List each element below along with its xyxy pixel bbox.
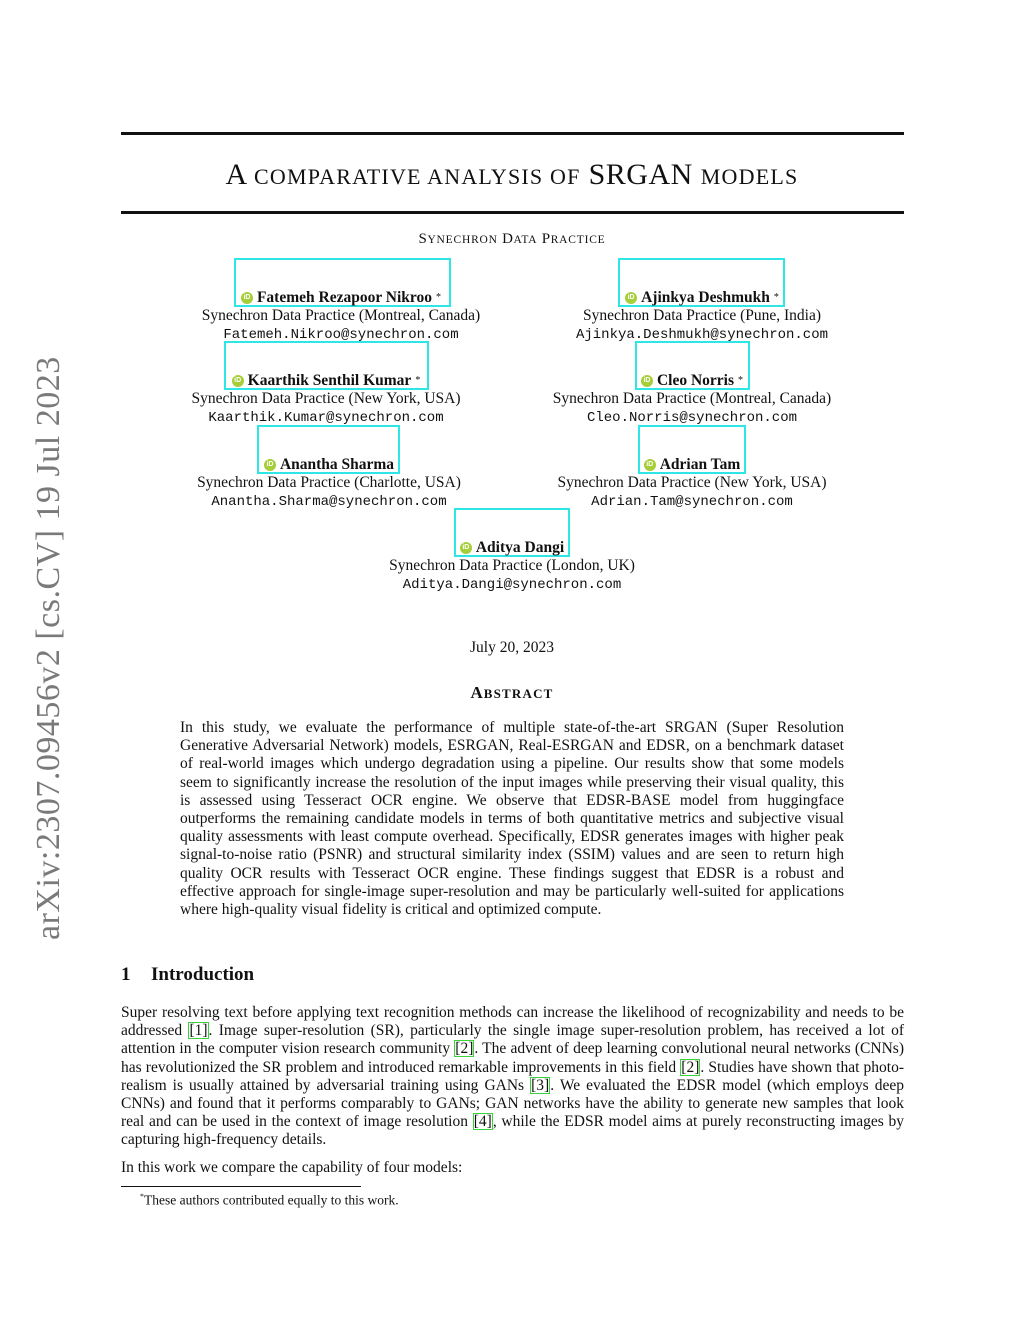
author-name[interactable]: iD Cleo Norris * — [641, 372, 743, 391]
orcid-icon[interactable]: iD — [241, 292, 253, 304]
author-name[interactable]: iD Aditya Dangi — [460, 539, 564, 558]
author-affiliation: Synechron Data Practice (New York, USA) — [557, 474, 827, 492]
author-email[interactable]: Aditya.Dangi@synechron.com — [402, 576, 622, 593]
section-title: Introduction — [151, 964, 255, 985]
author-affiliation: Synechron Data Practice (London, UK) — [389, 557, 635, 575]
citation-link[interactable]: [3] — [531, 1076, 550, 1094]
author-email[interactable]: Anantha.Sharma@synechron.com — [211, 493, 447, 510]
publication-date: July 20, 2023 — [470, 639, 554, 656]
section-number: 1 — [121, 964, 131, 985]
author-block — [482, 453, 902, 511]
arxiv-stamp: arXiv:2307.09456v2 [cs.CV] 19 Jul 2023 — [30, 356, 67, 940]
intro-paragraph: Super resolving text before applying text recognition methods can increase the likelihood of recognizability and needs to be addressed [1]. Image super-resolution (SR), particularly the single image super-resolution problem, has received a lot of attention in the computer vision research community [2]. The advent of deep learning convolutional neural networks (CNNs) has revolutionized the SR problem and introduced remarkable improvements in this field [2]. Studies have shown that photo-realism is usually attained by adversarial training using GANs [3]. We evaluated the EDSR model (which employs deep CNNs) and found that it performs comparably to GANs; GAN networks have the ability to generate new samples that look real and can be used in the context of image resolution [4], while the EDSR model aims at purely reconstructing images by capturing high-frequency details. — [121, 1004, 905, 1149]
citation-link[interactable]: [1] — [189, 1022, 208, 1040]
author-block — [302, 536, 722, 594]
author-email[interactable]: Ajinkya.Deshmukh@synechron.com — [575, 326, 829, 343]
citation-link[interactable]: [2] — [681, 1058, 700, 1076]
author-affiliation: Synechron Data Practice (New York, USA) — [191, 390, 461, 408]
citation-link[interactable]: [4] — [473, 1113, 492, 1131]
author-name[interactable]: iD Adrian Tam — [644, 456, 741, 475]
section-heading — [121, 964, 254, 986]
author-affiliation: Synechron Data Practice (Pune, India) — [582, 307, 821, 325]
author-email[interactable]: Adrian.Tam@synechron.com — [591, 493, 793, 510]
title-bottom-rule — [121, 211, 904, 214]
paper-title: A COMPARATIVE ANALYSIS OF SRGAN MODELS — [225, 158, 799, 191]
abstract-heading: ABSTRACT — [470, 683, 554, 702]
author-block — [482, 369, 902, 427]
author-name[interactable]: iD Anantha Sharma — [264, 456, 394, 475]
orcid-icon[interactable]: iD — [644, 459, 656, 471]
title-top-rule — [121, 132, 904, 135]
author-email[interactable]: Fatemeh.Nikroo@synechron.com — [223, 326, 459, 343]
intro-paragraph-2: In this work we compare the capability of four models: — [121, 1159, 463, 1176]
author-block — [119, 453, 539, 511]
author-name[interactable]: iD Fatemeh Rezapoor Nikroo * — [241, 289, 441, 308]
author-affiliation: Synechron Data Practice (Charlotte, USA) — [197, 474, 461, 492]
orcid-icon[interactable]: iD — [625, 292, 637, 304]
footnote: *These authors contributed equally to this work. — [140, 1192, 399, 1208]
author-block — [131, 286, 551, 344]
footnote-rule — [121, 1186, 361, 1187]
author-block — [116, 369, 536, 427]
author-affiliation: Synechron Data Practice (Montreal, Canada) — [201, 307, 481, 325]
author-affiliation: Synechron Data Practice (Montreal, Canada) — [552, 390, 832, 408]
author-name[interactable]: iD Ajinkya Deshmukh * — [625, 289, 779, 308]
orcid-icon[interactable]: iD — [264, 459, 276, 471]
author-name[interactable]: iD Kaarthik Senthil Kumar * — [232, 372, 421, 391]
author-email[interactable]: Cleo.Norris@synechron.com — [586, 409, 798, 426]
orcid-icon[interactable]: iD — [232, 375, 244, 387]
organization-heading: SYNECHRON DATA PRACTICE — [418, 231, 606, 247]
orcid-icon[interactable]: iD — [460, 542, 472, 554]
author-email[interactable]: Kaarthik.Kumar@synechron.com — [208, 409, 444, 426]
citation-link[interactable]: [2] — [455, 1040, 474, 1058]
abstract-text: In this study, we evaluate the performance of multiple state-of-the-art SRGAN (Super Resolution Generative Adversarial Network) models, ESRGAN, Real-ESRGAN and EDSR, on a benchmark dataset of real-world images which undergo degradation using a pipeline. Our results show that some models seem to significantly increase the resolution of the input images while preserving their visual quality, this is assessed using Tesseract OCR engine. We observe that EDSR-BASE model from huggingface outperforms the remaining candidate models in terms of both quantitative metrics and subjective visual quality assessments with least compute overhead. Specifically, EDSR generates images with higher peak signal-to-noise ratio (PSNR) and structural similarity index (SSIM) values and are seen to return high quality OCR results with Tesseract OCR engine. These findings suggest that EDSR is a robust and effective approach for single-image super-resolution and may be particularly well-suited for applications where high-quality visual fidelity is critical and optimized compute. — [180, 719, 844, 919]
author-block — [492, 286, 912, 344]
orcid-icon[interactable]: iD — [641, 375, 653, 387]
